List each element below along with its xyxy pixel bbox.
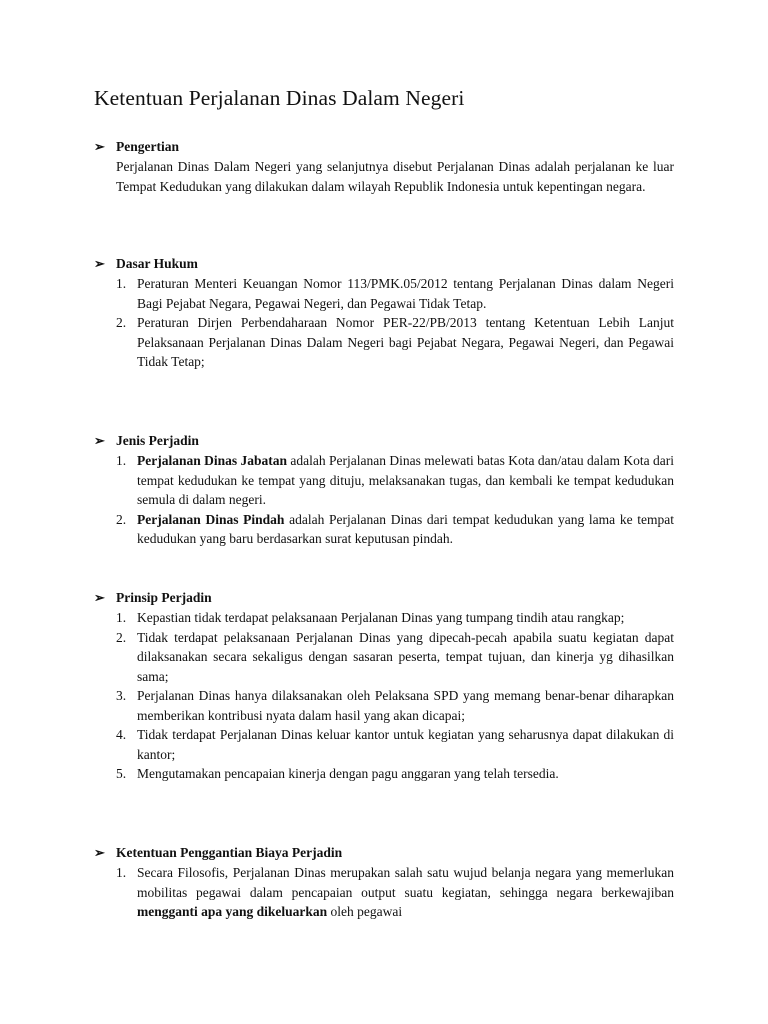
arrow-bullet-icon: ➢ [94,845,105,860]
section-jenis-perjadin [94,431,674,549]
list-item [94,510,674,549]
section-heading-label: Jenis Perjadin [116,433,199,448]
list-item [94,863,674,922]
list-item [94,628,674,687]
list-item [94,725,674,764]
list-item [94,764,674,784]
section-heading-label: Prinsip Perjadin [116,590,212,605]
section-paragraph: Perjalanan Dinas Dalam Negeri yang selanjutnya disebut Perjalanan Dinas adalah perjalanan ke luar Tempat Kedudukan yang dilakukan dalam wilayah Republik Indonesia untuk kepentingan negara. [116,159,674,194]
list-item-text: Peraturan Menteri Keuangan Nomor 113/PMK.05/2012 tentang Perjalanan Dinas dalam Negeri Bagi Pejabat Negara, Pegawai Negeri, dan Pegawai Tidak Tetap. [137,276,674,311]
list-item-number: 2. [116,511,127,527]
numbered-list [94,863,674,922]
list-item-number: 1. [116,453,127,468]
section-heading-label: Pengertian [116,139,179,154]
section-heading [94,254,674,274]
list-item-number: 2. [116,629,127,645]
list-item-text: Kepastian tidak terdapat pelaksanaan Perjalanan Dinas yang tumpang tindih atau rangkap; [137,610,625,625]
numbered-list [94,451,674,549]
section-heading [94,137,674,157]
page-title: Ketentuan Perjalanan Dinas Dalam Negeri [94,86,465,110]
section-heading-label: Dasar Hukum [116,256,198,271]
list-item-text [137,453,674,507]
list-item-number: 4. [116,727,127,742]
numbered-list [94,608,674,784]
list-item-number: 1. [116,865,127,880]
list-item-number: 3. [116,688,127,703]
list-item-text: Perjalanan Dinas hanya dilaksanakan oleh Pelaksana SPD yang memang benar-benar diharapkan memberikan kontribusi nyata dalam hasil yang akan dicapai; [137,688,674,723]
section-prinsip-perjadin [94,588,674,784]
list-item-text [137,512,674,547]
section-heading [94,431,674,451]
list-item-text: Tidak terdapat pelaksanaan Perjalanan Dinas yang dipecah-pecah apabila suatu kegiatan dapat dilaksanakan secara sekaligus dengan sasaran peserta, tempat tujuan, dan kinerja yg dihasilkan sama; [137,629,674,684]
term-definition: adalah Perjalanan Dinas melewati batas Kota dan/atau dalam Kota dari tempat kedudukan ke tempat yang dituju, melaksanakan tugas, dan kembali ke tempat kedudukan semula di dalam negeri. [137,453,674,507]
list-item-number: 1. [116,276,127,291]
arrow-bullet-icon: ➢ [94,433,105,448]
arrow-bullet-icon: ➢ [94,256,105,271]
list-item-text-end: oleh pegawai [327,904,403,919]
section-dasar-hukum [94,254,674,372]
numbered-list [94,274,674,372]
arrow-bullet-icon: ➢ [94,139,105,154]
list-item [94,608,674,628]
term-bold: Perjalanan Dinas Jabatan [137,453,288,468]
section-ketentuan-penggantian-biaya [94,843,674,922]
list-item-text-start: Secara Filosofis, Perjalanan Dinas merupakan salah satu wujud belanja negara yang memerlukan mobilitas pegawai dalam pencapaian output suatu kegiatan, sehingga negara berkewajiban [137,865,674,900]
list-item-number: 2. [116,315,127,330]
list-item-text: Peraturan Dirjen Perbendaharaan Nomor PER-22/PB/2013 tentang Ketentuan Lebih Lanjut Pelaksanaan Perjalanan Dinas Dalam Negeri bagi Pejabat Negara, Pegawai Negeri, dan Pegawai Tidak Tetap; [137,315,674,369]
list-item-text [137,865,674,919]
section-pengertian [94,137,674,196]
term-bold: Perjalanan Dinas Pindah [137,511,285,527]
term-definition: adalah Perjalanan Dinas dari tempat kedudukan yang lama ke tempat kedudukan yang baru berdasarkan surat keputusan pindah. [137,511,674,546]
list-item [94,451,674,510]
list-item-text: Tidak terdapat Perjalanan Dinas keluar kantor untuk kegiatan yang seharusnya dapat dilakukan di kantor; [137,727,674,762]
list-item-number: 5. [116,766,127,781]
section-heading-label: Ketentuan Penggantian Biaya Perjadin [116,845,343,860]
list-item-text: Mengutamakan pencapaian kinerja dengan pagu anggaran yang telah tersedia. [137,766,559,781]
list-item-number: 1. [116,610,127,625]
section-heading [94,588,674,608]
list-item [94,686,674,725]
list-item [94,313,674,372]
emphasis-bold: mengganti apa yang dikeluarkan [137,904,328,919]
list-item [94,274,674,313]
arrow-bullet-icon: ➢ [94,590,105,605]
section-heading [94,843,674,863]
